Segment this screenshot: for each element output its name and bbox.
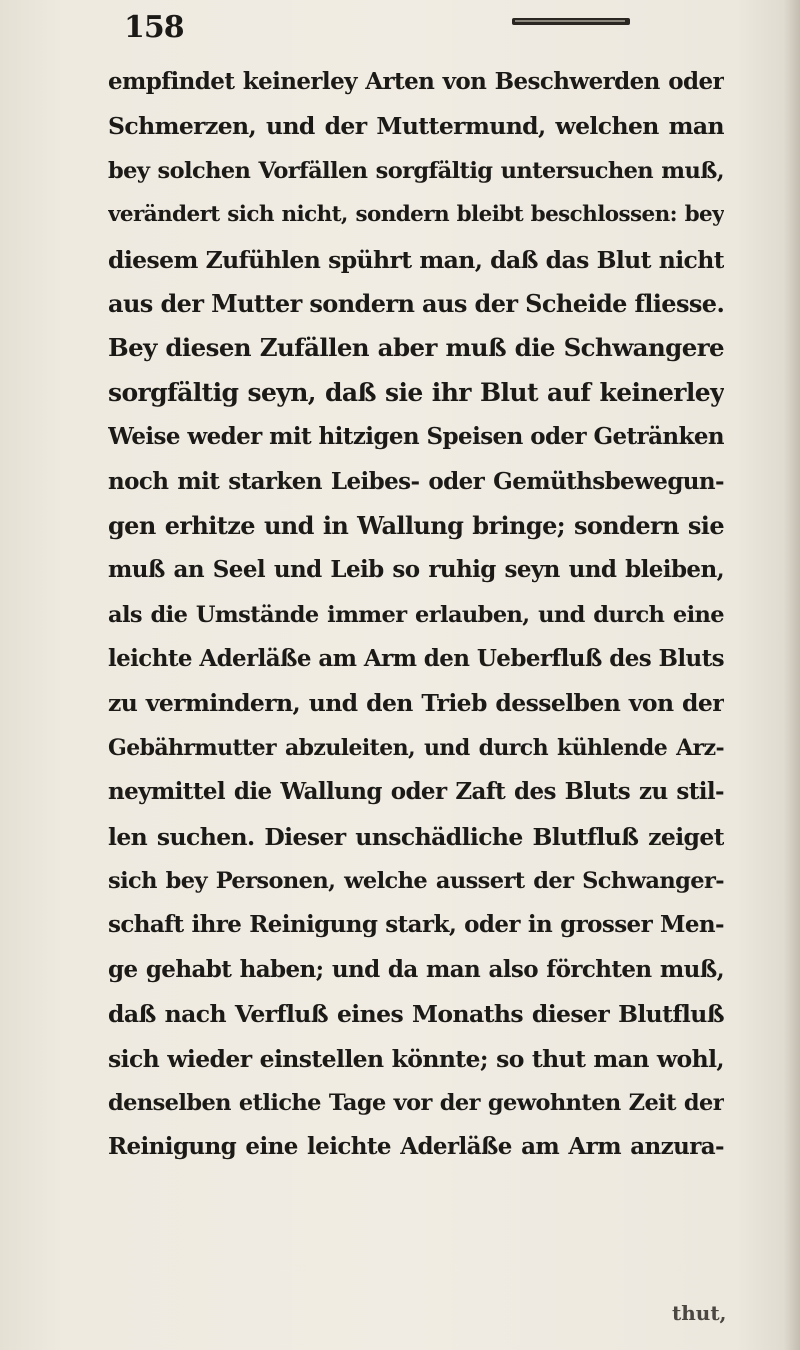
text-line: daß nach Verfluß eines Monaths dieser Blutfluß: [108, 1000, 724, 1029]
text-line: verändert sich nicht, sondern bleibt beschlossen: bey: [108, 202, 724, 228]
text-line: aus der Mutter sondern aus der Scheide fliesse.: [108, 288, 724, 318]
text-line: Weise weder mit hitzigen Speisen oder Getränken: [108, 423, 724, 451]
text-line: sich bey Personen, welche aussert der Schwanger-: [108, 868, 724, 895]
text-line: denselben etliche Tage vor der gewohnten Zeit der: [108, 1089, 724, 1116]
text-line: Schmerzen, und der Muttermund, welchen man: [108, 112, 724, 141]
text-line: ge gehabt haben; und da man also förchten muß,: [108, 955, 724, 983]
text-line: als die Umstände immer erlauben, und durch eine: [108, 601, 724, 628]
text-line: Gebährmutter abzuleiten, und durch kühlende Arz-: [108, 734, 724, 761]
page-number: 158: [124, 10, 184, 45]
text-line: muß an Seel und Leib so ruhig seyn und bleiben,: [108, 556, 724, 584]
body-text: [108, 60, 724, 1170]
text-line: empfindet keinerley Arten von Beschwerden oder: [108, 68, 724, 95]
text-line: Bey diesen Zufällen aber muß die Schwangere: [108, 333, 724, 363]
text-line: sich wieder einstellen könnte; so thut man wohl,: [108, 1044, 724, 1073]
text-line: zu vermindern, und den Trieb desselben von der: [108, 689, 724, 718]
text-line: schaft ihre Reinigung stark, oder in grosser Men-: [108, 911, 724, 939]
catchword: thut,: [672, 1301, 727, 1325]
text-line: len suchen. Dieser unschädliche Blutfluß zeiget: [108, 822, 724, 851]
text-line: gen erhitze und in Wallung bringe; sondern sie: [108, 510, 724, 540]
text-line: bey solchen Vorfällen sorgfältig untersuchen muß,: [108, 157, 724, 184]
text-line: leichte Aderläße am Arm den Ueberfluß des Bluts: [108, 645, 724, 673]
text-line: neymittel die Wallung oder Zaft des Bluts zu stil-: [108, 778, 724, 806]
text-line: noch mit starken Leibes- oder Gemüthsbewegun-: [108, 467, 724, 495]
text-line: sorgfältig seyn, daß sie ihr Blut auf keinerley: [108, 377, 724, 407]
text-line: Reinigung eine leichte Aderläße am Arm anzura-: [108, 1133, 724, 1161]
text-line: diesem Zufühlen spührt man, daß das Blut nicht: [108, 245, 724, 274]
header-rule-highlight: [515, 20, 625, 22]
page-edge-shadow: [784, 0, 800, 1350]
